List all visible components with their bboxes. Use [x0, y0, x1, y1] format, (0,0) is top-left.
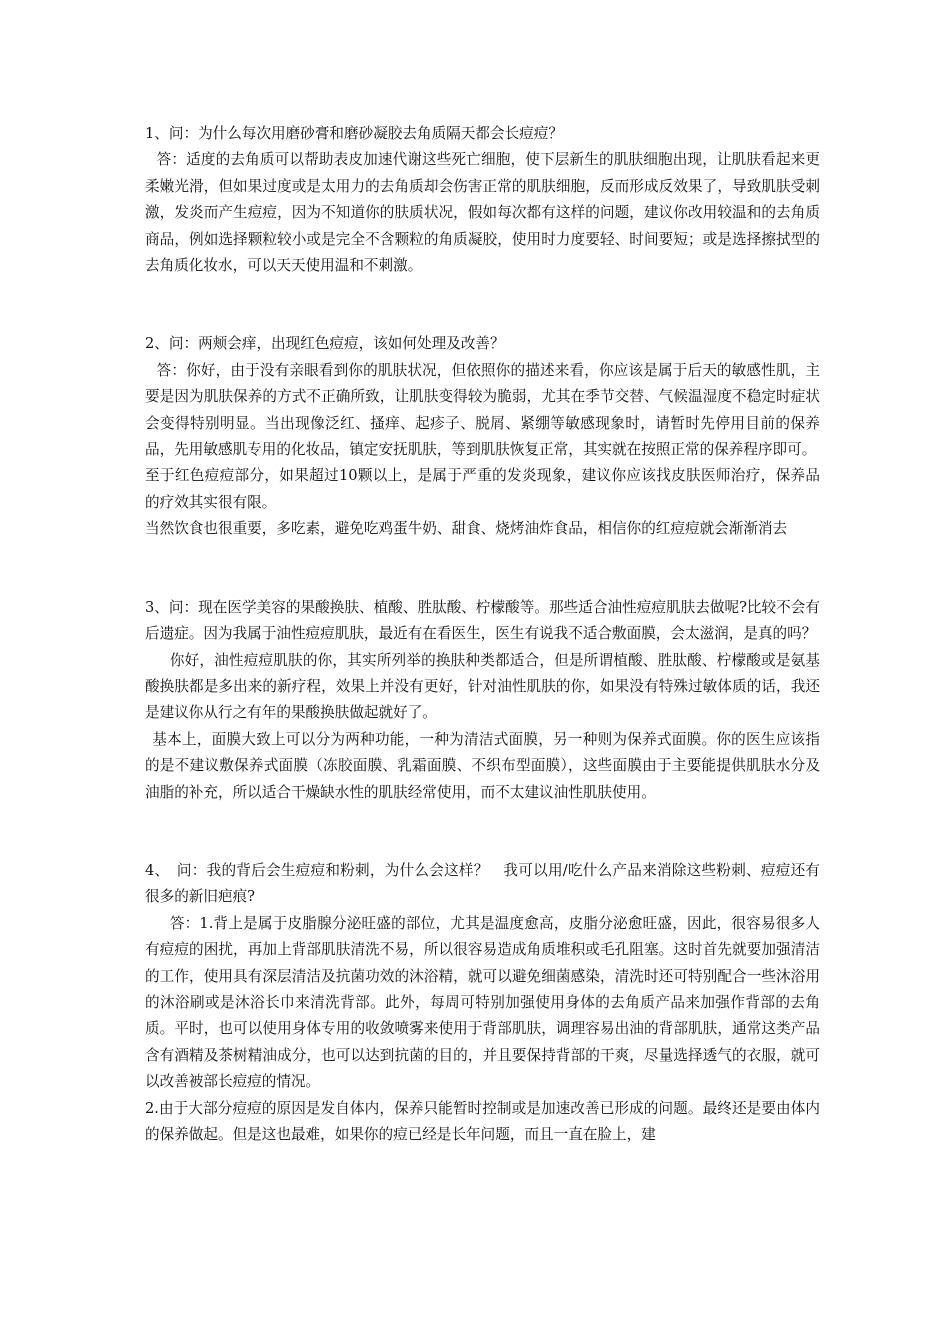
answer-4-paragraph-2: 2.由于大部分痘痘的原因是发自体内，保养只能暂时控制或是加速改善已形成的问题。最终还是要由体内的保养做起。但是这也最难，如果你的痘已经是长年问题，而且一直在脸上，建 — [145, 1099, 820, 1143]
question-1: 1、问：为什么每次用磨砂膏和磨砂凝胶去角质隔天都会长痘痘？ — [145, 125, 563, 142]
qa-section-3 — [145, 595, 820, 806]
qa-section-2 — [145, 331, 820, 542]
qa-section-1 — [145, 121, 820, 279]
answer-1-paragraph-1: 答：适度的去角质可以帮助表皮加速代谢这些死亡细胞，使下层新生的肌肤细胞出现，让肌肤看起来更柔嫩光滑，但如果过度或是太用力的去角质却会伤害正常的肌肤细胞，反而形成反效果了，导致肌肤受刺激，发炎而产生痘痘，因为不知道你的肤质状况，假如每次都有这样的问题，建议你改用较温和的去角质商品，例如选择颗粒较小或是完全不含颗粒的角质凝胶，使用时力度要轻、时间要短；或是选择擦拭型的去角质化妆水，可以天天使用温和不刺激。 — [145, 151, 820, 275]
question-3: 3、问：现在医学美容的果酸换肤、植酸、胜肽酸、柠檬酸等。那些适合油性痘痘肌肤去做呢?比较不会有后遗症。因为我属于油性痘痘肌肤，最近有在看医生，医生有说我不适合敷面膜，会太滋润，是真的吗？ — [145, 598, 820, 643]
question-2: 2、问：两颊会痒，出现红色痘痘，该如何处理及改善？ — [145, 335, 505, 353]
qa-section-4 — [145, 858, 820, 1148]
answer-2-paragraph-3: 当然饮食也很重要，多吃素，避免吃鸡蛋牛奶、甜食、烧烤油炸食品，相信你的红痘痘就会渐渐消去 — [145, 520, 788, 538]
answer-3-paragraph-2: 基本上，面膜大致上可以分为两种功能，一种为清洁式面膜，另一种则为保养式面膜。你的医生应该指的是不建议敷保养式面膜（冻胶面膜、乳霜面膜、不织布型面膜），这些面膜由于主要能提供肌肤水分及油脂的补充，所以适合干燥缺水性的肌肤经常使用，而不太建议油性肌肤使用。 — [145, 730, 820, 801]
answer-4-paragraph-1: 答：1.背上是属于皮脂腺分泌旺盛的部位，尤其是温度愈高，皮脂分泌愈旺盛，因此，很容易很多人有痘痘的困扰，再加上背部肌肤清洗不易，所以很容易造成角质堆积或毛孔阻塞。这时首先就要加强清洁的工作，使用具有深层清洁及抗菌功效的沐浴精，就可以避免细菌感染，清洗时还可特别配合一些沐浴用的沐浴刷或是沐浴长巾来清洗背部。此外，每周可特别加强使用身体的去角质产品来加强作背部的去角质。平时，也可以使用身体专用的收敛喷雾来使用于背部肌肤，调理容易出油的背部肌肤，通常这类产品含有酒精及茶树精油成分，也可以达到抗菌的目的，并且要保持背部的干爽，尽量选择透气的衣服，就可以改善被部长痘痘的情况。 — [145, 914, 820, 1091]
answer-2-paragraph-1: 答：你好，由于没有亲眼看到你的肌肤状况，但依照你的描述来看，你应该是属于后天的敏感性肌，主要是因为肌肤保养的方式不正确所致，让肌肤变得较为脆弱，尤其在季节交替、气候温湿度不稳定时症状会变得特别明显。当出现像泛红、搔痒、起疹子、脱屑、紧绷等敏感现象时，请暂时先停用目前的保养品，先用敏感肌专用的化妆品，镇定安抚肌肤，等到肌肤恢复正常，其实就在按照正常的保养程序即可。 — [145, 361, 820, 459]
document-page — [145, 121, 820, 1148]
answer-2-paragraph-2: 至于红色痘痘部分，如果超过10颗以上，是属于严重的发炎现象，建议你应该找皮肤医师治疗，保养品的疗效其实很有限。 — [145, 467, 820, 511]
answer-3-paragraph-1: 你好，油性痘痘肌肤的你，其实所列举的换肤种类都适合，但是所谓植酸、胜肽酸、柠檬酸或是氨基酸换肤都是多出来的新疗程，效果上并没有更好，针对油性肌肤的你，如果没有特殊过敏体质的话，我还是建议你从行之有年的果酸换肤做起就好了。 — [145, 651, 820, 722]
question-4: 4、 问：我的背后会生痘痘和粉刺，为什么会这样？ 我可以用/吃什么产品来消除这些粉刺、痘痘还有很多的新旧疤痕? — [145, 861, 820, 906]
